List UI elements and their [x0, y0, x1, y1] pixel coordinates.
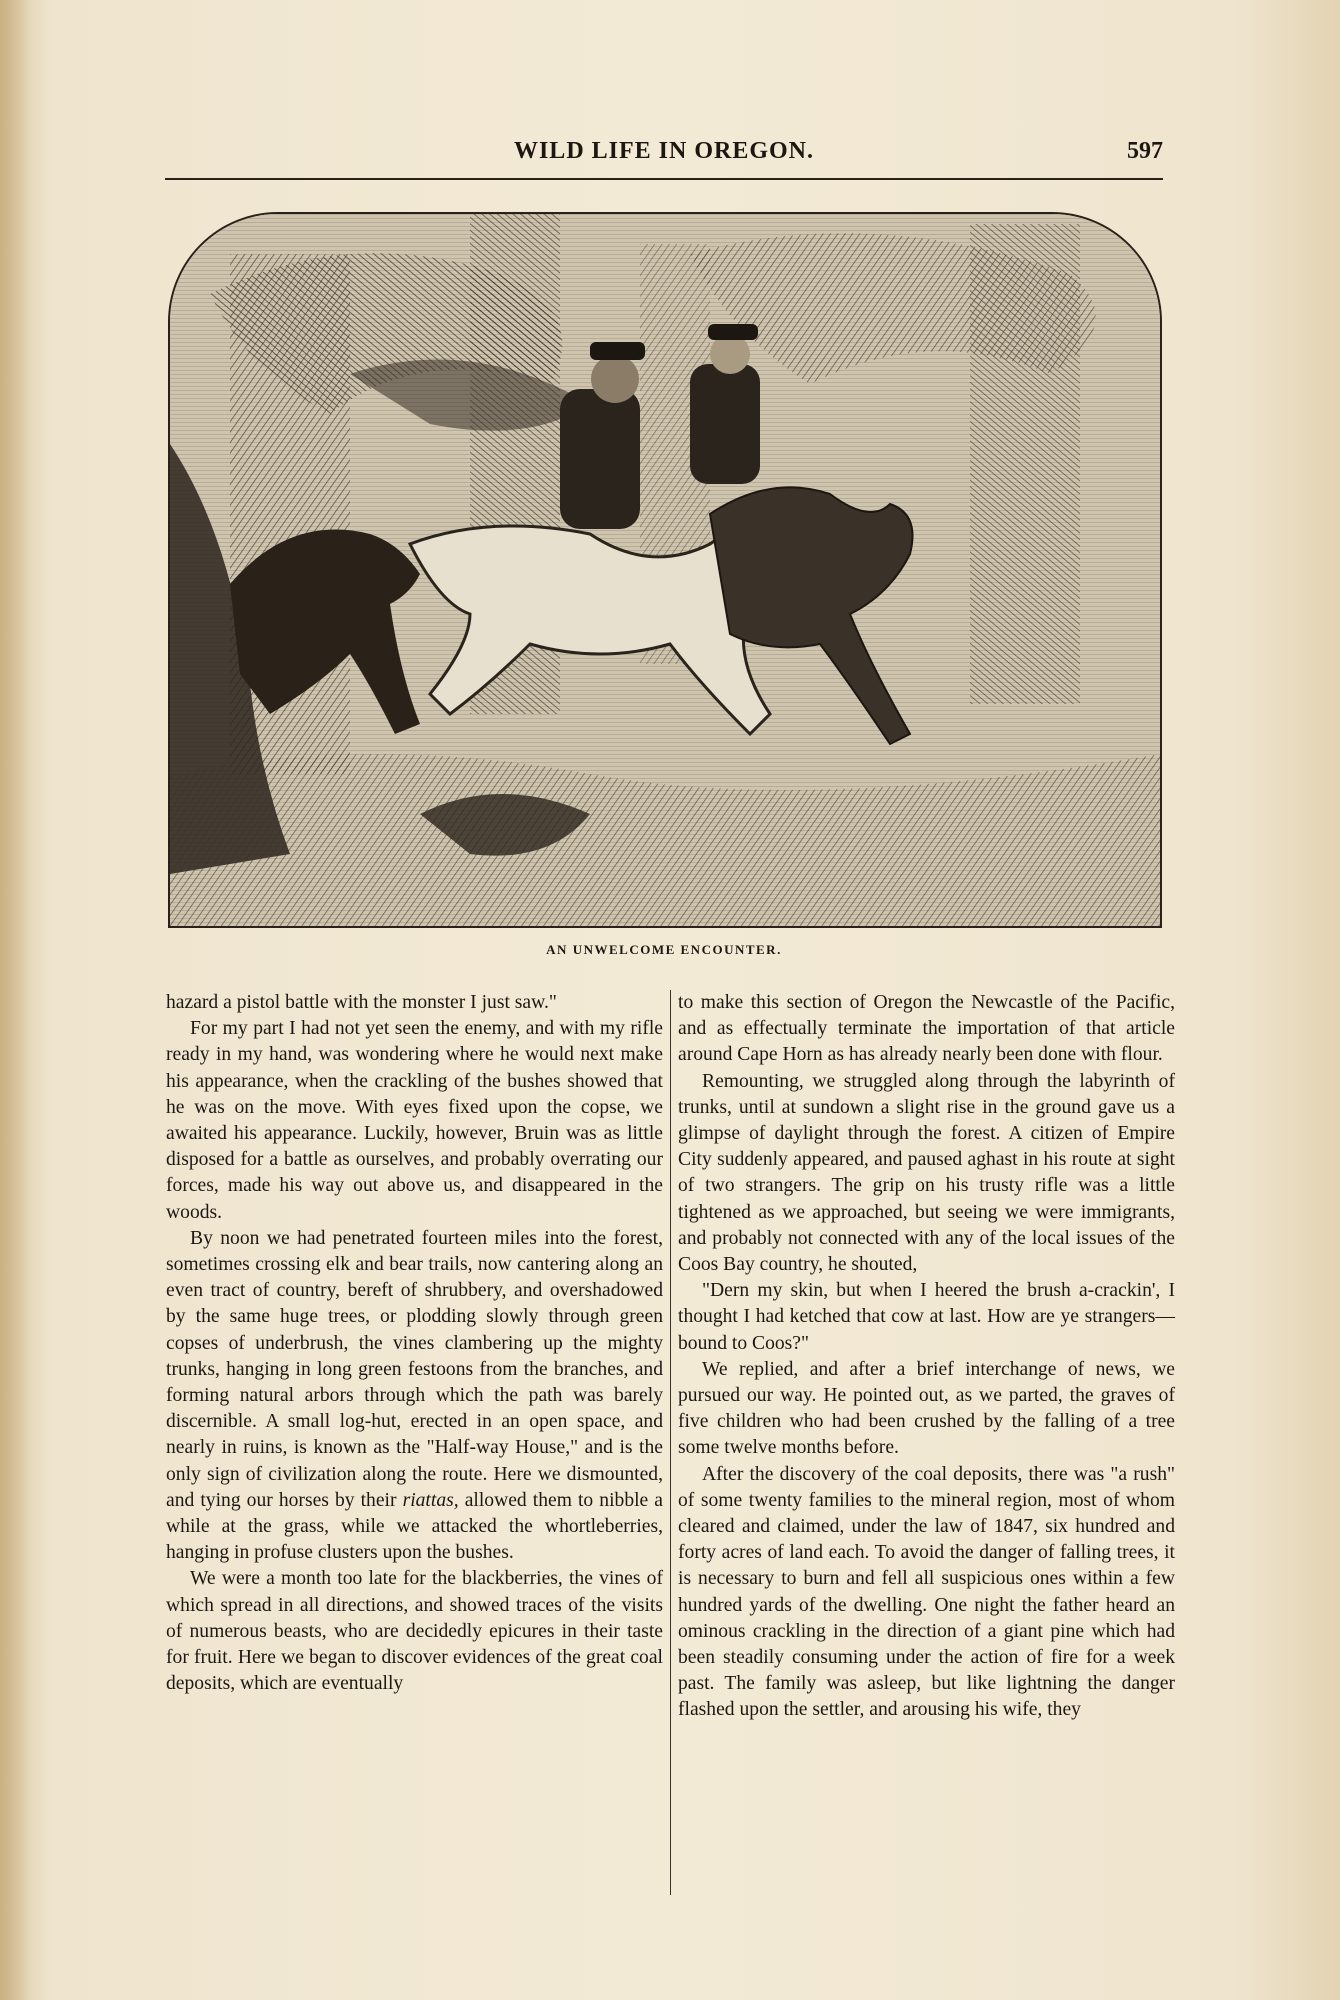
right-text-column [678, 990, 1175, 1910]
paragraph: hazard a pistol battle with the monster I just saw." [166, 992, 557, 1013]
illustration-caption: AN UNWELCOME ENCOUNTER. [546, 942, 782, 957]
column-divider [670, 990, 671, 1895]
italic-term: riattas, [402, 1489, 459, 1511]
engraving-svg [170, 214, 1160, 926]
paragraph [166, 1226, 663, 1567]
header-rule [165, 178, 1163, 180]
left-text-column [166, 990, 663, 1910]
paragraph: to make this section of Oregon the Newcastle of the Pacific, and as effectually terminate the importation of that article around Cape Horn as has already nearly been done with flour. [678, 992, 1175, 1066]
page-binding-shadow [0, 0, 30, 2000]
running-title: WILD LIFE IN OREGON. [513, 138, 815, 164]
engraving-illustration [168, 212, 1162, 928]
paragraph: For my part I had not yet seen the enemy, and with my rifle ready in my hand, was wondering where he would next make his appearance, when the crackling of the bushes showed that he was on the move. With eyes fixed upon the copse, we awaited his appearance. Luckily, however, Bruin was as little disposed for a battle as ourselves, and probably overrating our forces, made his way out above us, and disappeared in the woods. [166, 1018, 663, 1223]
page-number: 597 [1127, 138, 1163, 164]
paragraph: "Dern my skin, but when I heered the brush a-crackin', I thought I had ketched that cow at last. How are ye strangers—bound to Coos?" [678, 1280, 1175, 1354]
paragraph: We replied, and after a brief interchange of news, we pursued our way. He pointed out, as we parted, the graves of five children who had been crushed by the falling of a tree some twelve months before. [678, 1358, 1175, 1459]
page-header [165, 134, 1163, 174]
paragraph-text: allowed them to nibble a while at the grass, while we attacked the whortleberries, hanging in profuse clusters upon the bushes. [166, 1489, 664, 1564]
paragraph-text: By noon we had penetrated fourteen miles into the forest, sometimes crossing elk and bear trails, now cantering along an even tract of country, bereft of shrubbery, and overshadowed by the same huge trees, or plodding slowly through green copses of underbrush, the vines clambering up the mighty trunks, hanging in long green festoons from the branches, and forming natural arbors through which the path was barely discernible. A small log-hut, erected in an open space, and nearly in ruins, is known as the "Half-way House," and is the only sign of civilization along the route. Here we dismounted, and tying our horses by their [166, 1227, 663, 1511]
paragraph: After the discovery of the coal deposits, there was "a rush" of some twenty families to the mineral region, most of whom cleared and claimed, under the law of 1847, six hundred and forty acres of land each. To avoid the danger of falling trees, it is necessary to burn and fell all suspicious ones within a few hundred yards of the dwelling. One night the father heard an ominous crackling in the direction of a giant pine which had been steadily consuming under the action of fire for a week past. The family was asleep, but like lightning the danger flashed upon the settler, and arousing his wife, they [678, 1463, 1175, 1721]
paragraph: Remounting, we struggled along through the labyrinth of trunks, until at sundown a slight rise in the ground gave us a glimpse of daylight through the forest. A citizen of Empire City suddenly appeared, and paused aghast in his route at sight of two strangers. The grip on his trusty rifle was a little tightened as we approached, but seeing we were immigrants, and probably not connected with any of the local issues of the Coos Bay country, he shouted, [678, 1070, 1175, 1276]
paragraph: We were a month too late for the blackberries, the vines of which spread in all directions, and showed traces of the visits of numerous beasts, who are decidedly epicures in their taste for fruit. Here we began to discover evidences of the great coal deposits, which are eventually [166, 1568, 663, 1695]
